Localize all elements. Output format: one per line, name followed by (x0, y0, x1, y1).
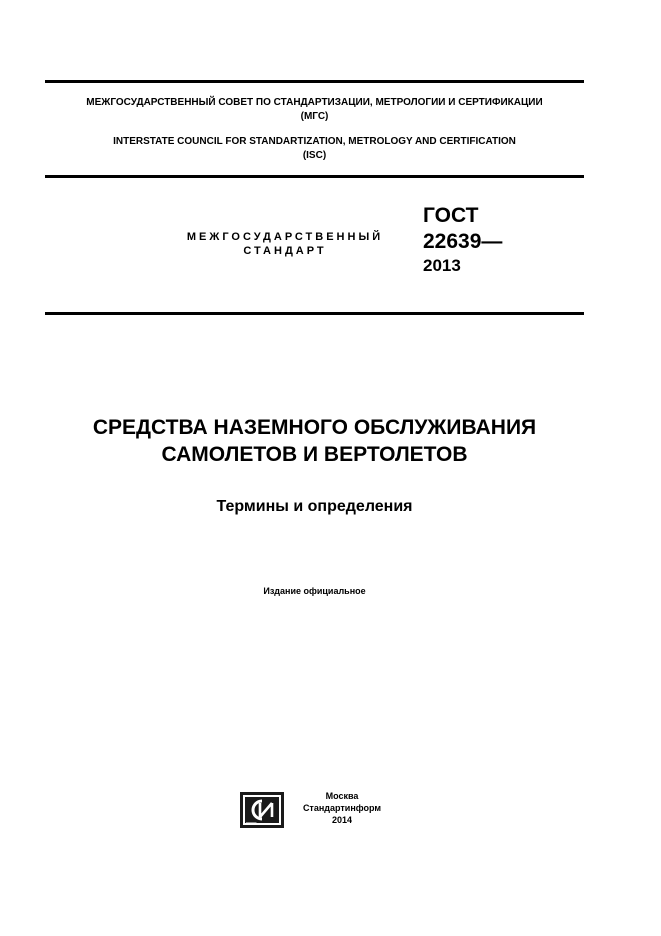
middle-divider (45, 175, 584, 178)
gost-label: ГОСТ (423, 204, 479, 227)
publisher-name: Стандартинформ (302, 803, 382, 813)
document-title-line2: САМОЛЕТОВ И ВЕРТОЛЕТОВ (161, 443, 468, 466)
standard-type-line2: СТАНДАРТ (243, 245, 327, 257)
bottom-divider (45, 312, 584, 315)
standard-type-line1: МЕЖГОСУДАРСТВЕННЫЙ (186, 231, 384, 243)
council-name-ru (45, 96, 584, 124)
document-title-line1: СРЕДСТВА НАЗЕМНОГО ОБСЛУЖИВАНИЯ (92, 416, 537, 439)
publisher-year: 2014 (331, 815, 353, 825)
top-divider (45, 80, 584, 83)
council-ru-line: МЕЖГОСУДАРСТВЕННЫЙ СОВЕТ ПО СТАНДАРТИЗАЦИИ, МЕТРОЛОГИИ И СЕРТИФИКАЦИИ (86, 97, 543, 108)
standard-type (170, 230, 400, 258)
publisher-city: Москва (325, 791, 359, 801)
document-title (45, 414, 584, 468)
gost-number: 22639— (423, 230, 503, 253)
council-en-abbr: (ISC) (302, 150, 327, 161)
council-en-line: INTERSTATE COUNCIL FOR STANDARTIZATION, METROLOGY AND CERTIFICATION (113, 136, 516, 147)
gost-designation (423, 203, 502, 277)
council-name-en (45, 135, 584, 163)
council-ru-abbr: (МГС) (300, 111, 329, 122)
gost-year: 2013 (423, 256, 461, 275)
publisher-block (292, 790, 392, 826)
document-subtitle: Термины и определения (216, 498, 413, 515)
edition-note: Издание официальное (263, 586, 366, 596)
standartinform-logo-icon (240, 792, 284, 828)
